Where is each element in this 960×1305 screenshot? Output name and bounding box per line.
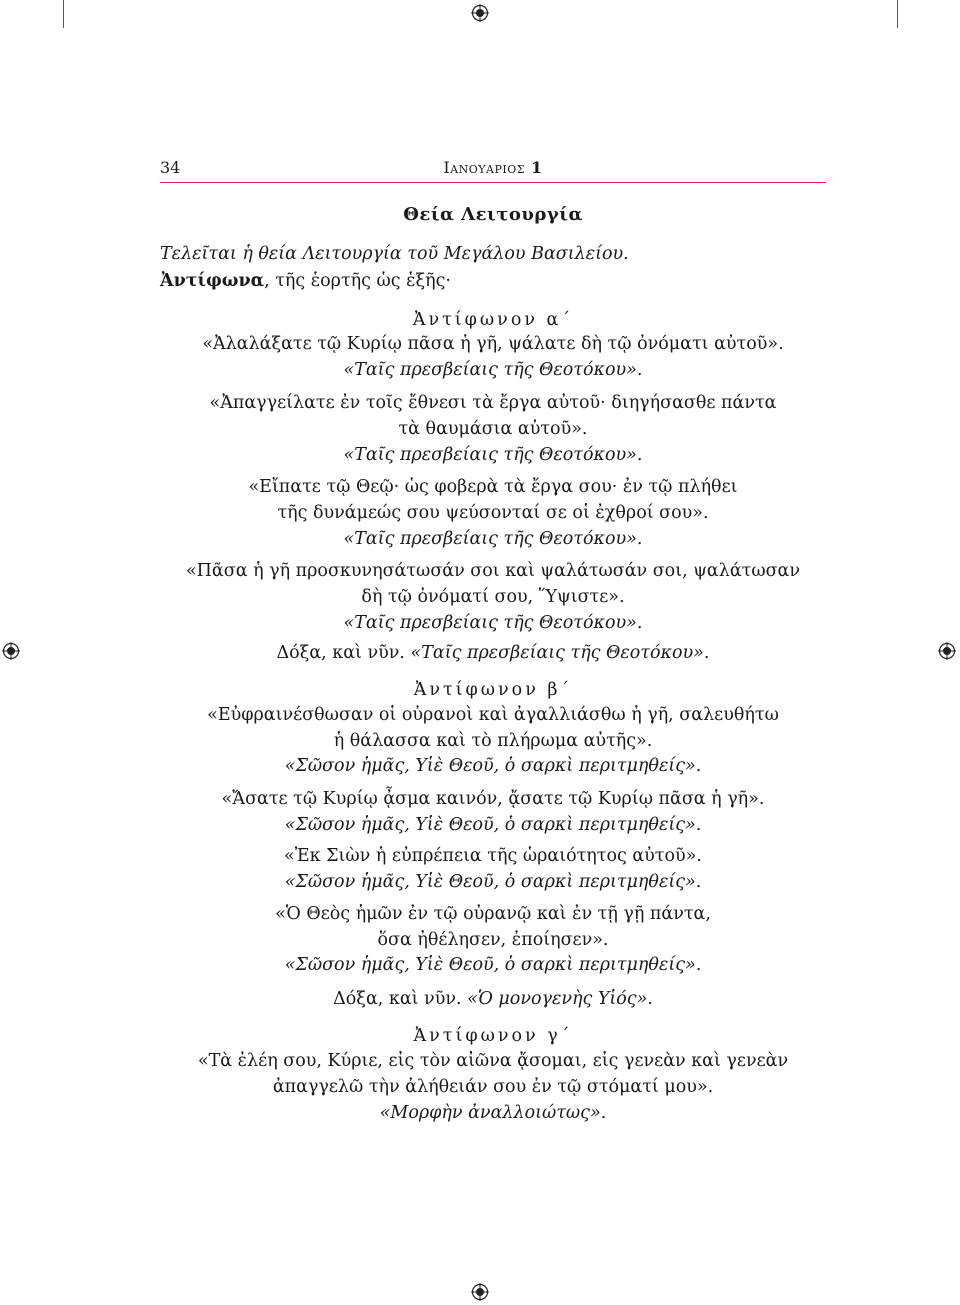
verse: ἡ θάλασσα καὶ τὸ πλήρωμα αὐτῆς». bbox=[333, 731, 653, 751]
antiphons-note: , τῆς ἑορτῆς ὡς ἑξῆς· bbox=[264, 271, 451, 291]
running-head bbox=[160, 158, 826, 177]
refrain: «Ταῖς πρεσβείαις τῆς Θεοτόκου». bbox=[343, 360, 643, 380]
verse: «Εἴπατε τῷ Θεῷ· ὡς φοβερὰ τὰ ἔργα σου· ἐν τῷ πλήθει bbox=[248, 477, 738, 497]
verse: δὴ τῷ ὀνόματί σου, Ὕψιστε». bbox=[361, 587, 625, 607]
verse: «Ὁ Θεὸς ἡμῶν ἐν τῷ οὐρανῷ καὶ ἐν τῇ γῇ πάντα, bbox=[275, 904, 711, 924]
verse: τὰ θαυμάσια αὐτοῦ». bbox=[398, 419, 588, 439]
antiphon-3-heading: Ἀντίφωνον γ´ bbox=[413, 1026, 573, 1046]
registration-mark-top-icon bbox=[471, 4, 489, 22]
refrain: «Σῶσον ἡμᾶς, Υἱὲ Θεοῦ, ὁ σαρκὶ περιτμηθείς». bbox=[284, 872, 702, 892]
registration-mark-bottom-icon bbox=[471, 1283, 489, 1301]
running-head-month: Ιανουαριος bbox=[443, 158, 525, 177]
page-number: 34 bbox=[160, 158, 181, 177]
intro-line: Τελεῖται ἡ θεία Λειτουργία τοῦ Μεγάλου Βασιλείου. bbox=[160, 244, 629, 264]
refrain: «Ταῖς πρεσβείαις τῆς Θεοτόκου». bbox=[343, 529, 643, 549]
refrain: «Ταῖς πρεσβείαις τῆς Θεοτόκου». bbox=[343, 445, 643, 465]
verse: «Εὐφραινέσθωσαν οἱ οὐρανοὶ καὶ ἀγαλλιάσθω ἡ γῆ, σαλευθήτω bbox=[207, 705, 779, 725]
doxology-line bbox=[160, 643, 826, 663]
doxology: Δόξα, καὶ νῦν. bbox=[276, 643, 405, 663]
intro-line-antiphons bbox=[160, 271, 826, 291]
running-head-day: 1 bbox=[531, 158, 543, 177]
refrain: «Ταῖς πρεσβείαις τῆς Θεοτόκου». bbox=[343, 613, 643, 633]
verse: ὅσα ἠθέλησεν, ἐποίησεν». bbox=[377, 930, 609, 950]
refrain: «Σῶσον ἡμᾶς, Υἱὲ Θεοῦ, ὁ σαρκὶ περιτμηθείς». bbox=[284, 756, 702, 776]
verse: «Πᾶσα ἡ γῆ προσκυνησάτωσάν σοι καὶ ψαλάτωσάν σοι, ψαλάτωσαν bbox=[185, 561, 801, 581]
verse: τῆς δυνάμεώς σου ψεύσονταί σε οἱ ἐχθροί σου». bbox=[277, 503, 709, 523]
refrain: «Ταῖς πρεσβείαις τῆς Θεοτόκου». bbox=[410, 643, 710, 663]
registration-mark-left-icon bbox=[2, 642, 20, 660]
refrain: «Ὁ μονογενὴς Υἱός». bbox=[467, 989, 653, 1009]
refrain: «Σῶσον ἡμᾶς, Υἱὲ Θεοῦ, ὁ σαρκὶ περιτμηθείς». bbox=[284, 955, 702, 975]
page-header bbox=[160, 154, 826, 183]
doxology: Δόξα, καὶ νῦν. bbox=[333, 989, 462, 1009]
antiphon-1-heading: Ἀντίφωνον α´ bbox=[412, 310, 574, 330]
antiphon-2-heading: Ἀντίφωνον β´ bbox=[413, 680, 573, 700]
refrain: «Μορφὴν ἀναλλοιώτως». bbox=[379, 1103, 607, 1123]
registration-mark-right-icon bbox=[938, 642, 956, 660]
section-title: Θεία Λειτουργία bbox=[403, 204, 583, 225]
verse: «Ἀπαγγείλατε ἐν τοῖς ἔθνεσι τὰ ἔργα αὐτοῦ· διηγήσασθε πάντα bbox=[209, 393, 777, 413]
verse: ἀπαγγελῶ τὴν ἀλήθειάν σου ἐν τῷ στόματί μου». bbox=[272, 1077, 714, 1097]
verse: «Ἀλαλάξατε τῷ Κυρίῳ πᾶσα ἡ γῆ, ψάλατε δὴ τῷ ὀνόματι αὐτοῦ». bbox=[202, 334, 784, 354]
refrain: «Σῶσον ἡμᾶς, Υἱὲ Θεοῦ, ὁ σαρκὶ περιτμηθείς». bbox=[284, 815, 702, 835]
antiphons-label: Ἀντίφωνα bbox=[160, 271, 265, 291]
verse: «Ἐκ Σιὼν ἡ εὐπρέπεια τῆς ὡραιότητος αὐτοῦ». bbox=[284, 846, 702, 866]
verse: «Ἄσατε τῷ Κυρίῳ ᾆσμα καινόν, ᾄσατε τῷ Κυρίῳ πᾶσα ἡ γῆ». bbox=[221, 789, 765, 809]
crop-mark-left bbox=[63, 0, 64, 28]
crop-mark-right bbox=[897, 0, 898, 28]
verse: «Τὰ ἐλέη σου, Κύριε, εἰς τὸν αἰῶνα ᾄσομαι, εἰς γενεὰν καὶ γενεὰν bbox=[197, 1051, 789, 1071]
doxology-line bbox=[160, 989, 826, 1009]
